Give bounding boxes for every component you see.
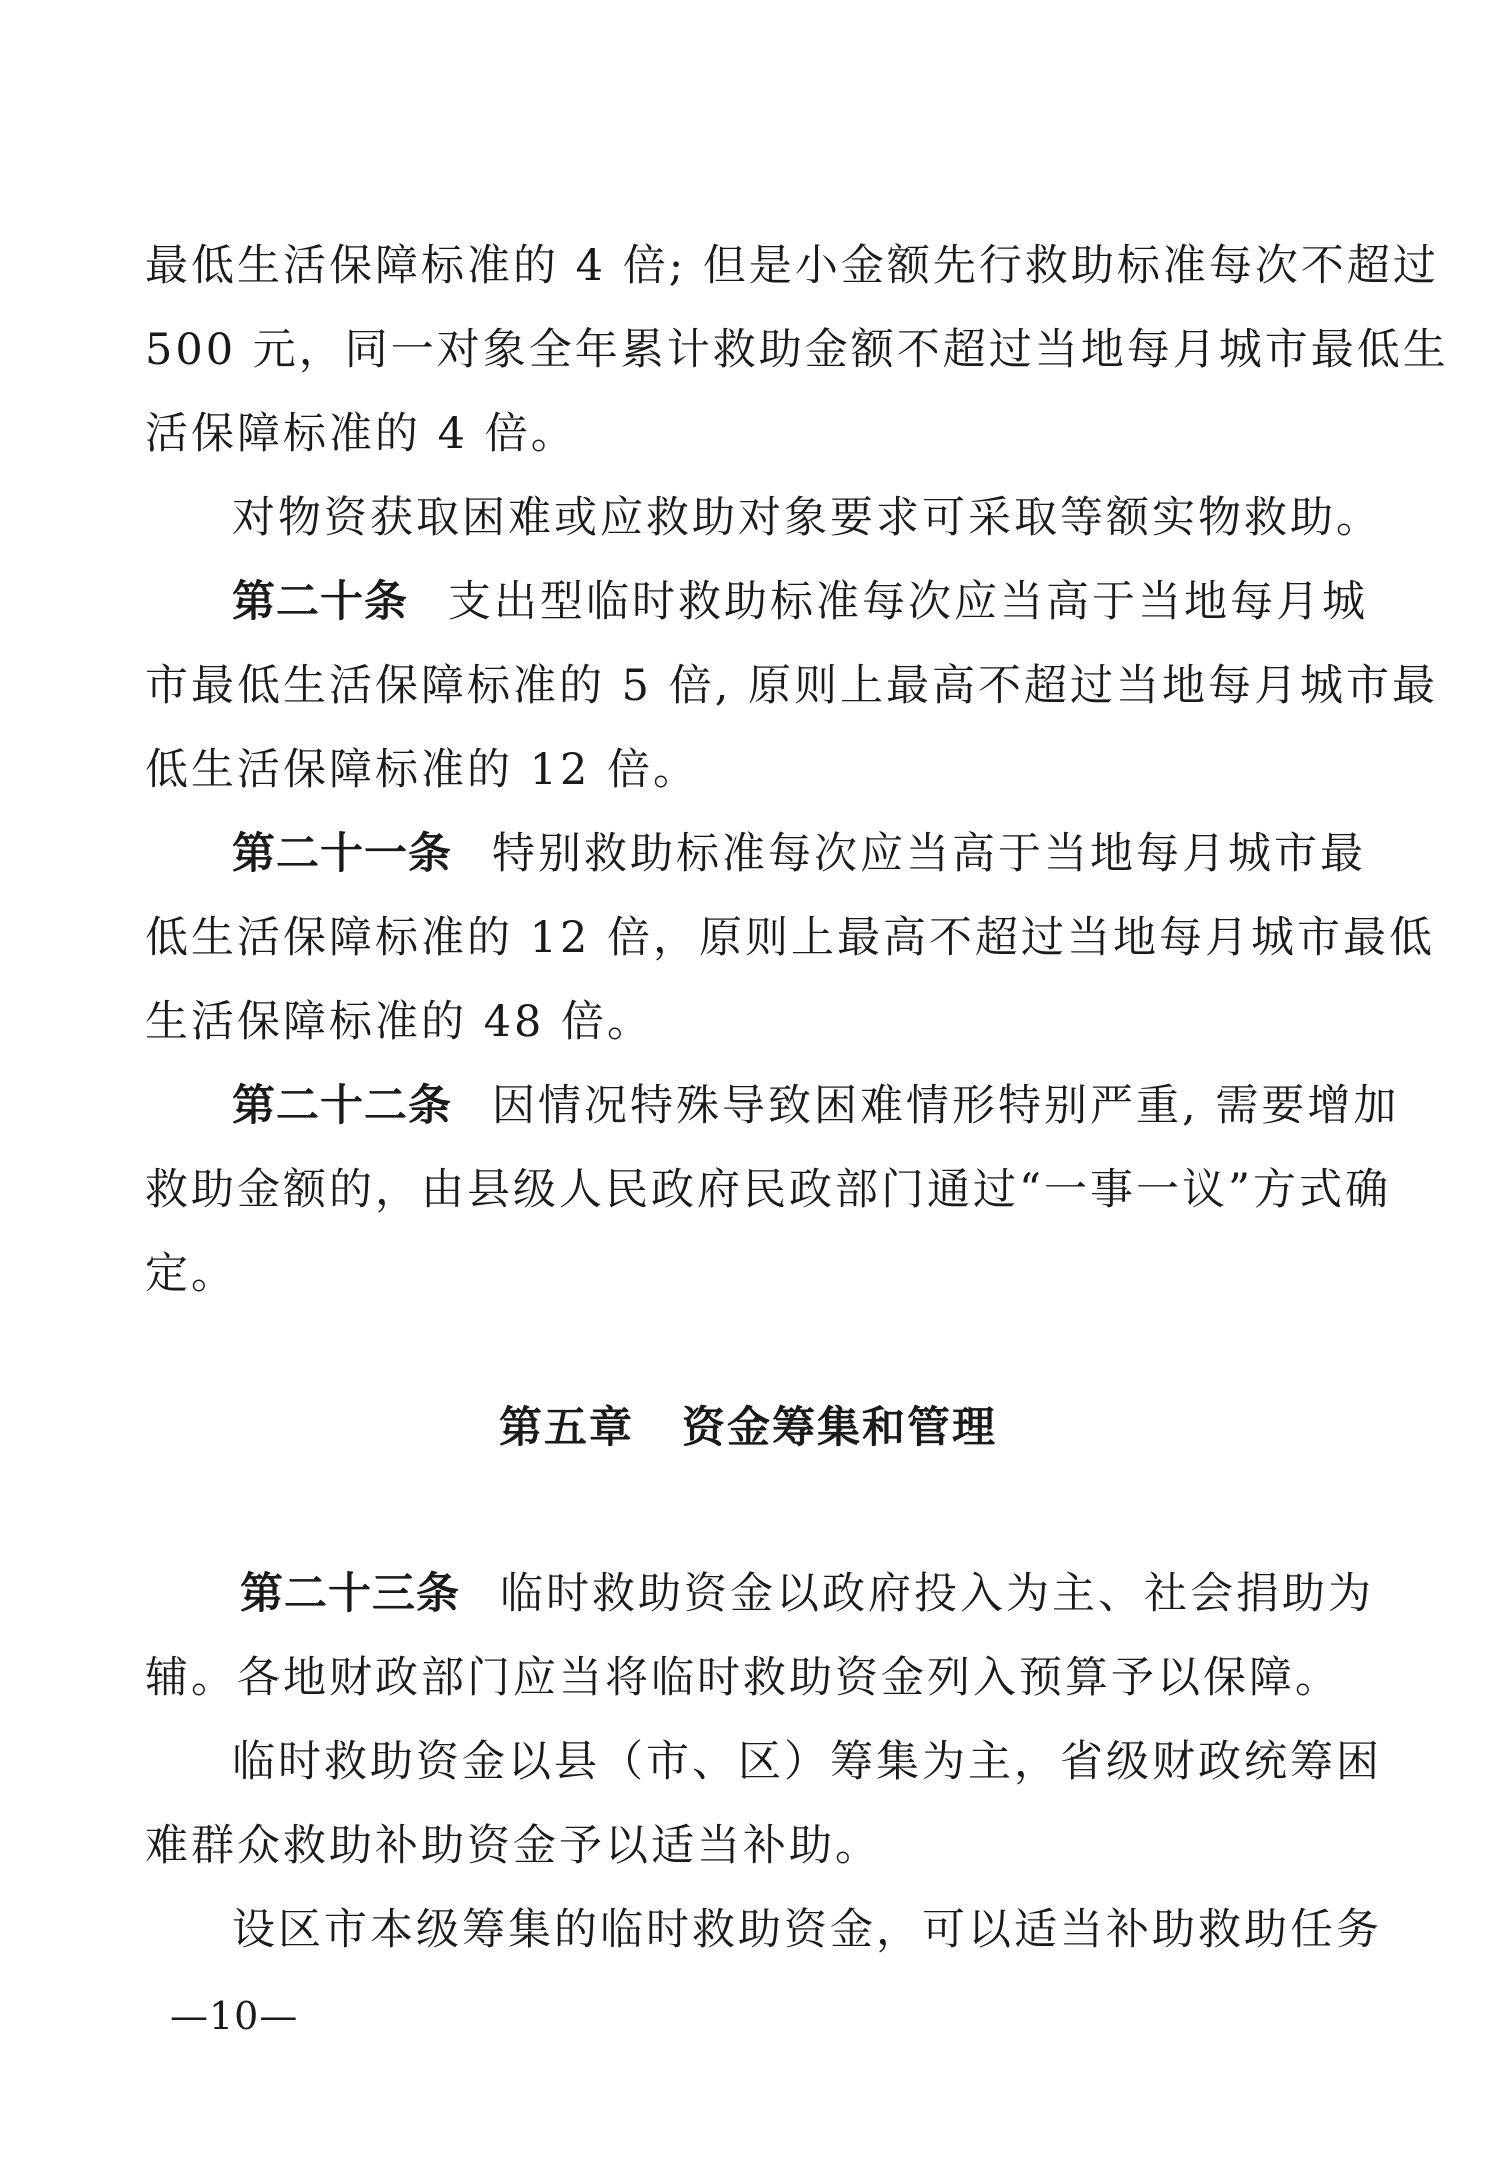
article-number: 第二十三条 <box>240 1569 460 1619</box>
line-text: 市最低生活保障标准的 5 倍, 原则上最高不超过当地每月城市最 <box>145 661 1439 711</box>
line-text: 最低生活保障标准的 4 倍; 但是小金额先行救助标准每次不超过 <box>145 241 1439 291</box>
text-line <box>145 991 1360 1053</box>
line-text: 支出型临时救助标准每次应当高于当地每月城 <box>448 577 1368 627</box>
line-text: 对物资获取困难或应救助对象要求可采取等额实物救助。 <box>232 493 1382 543</box>
article-23-first-line <box>240 1563 1374 1625</box>
text-line <box>145 235 1439 297</box>
article-number: 第二十二条 <box>232 1081 452 1131</box>
chapter-heading <box>0 1397 1496 1459</box>
line-text: 难群众救助补助资金予以适当补助。 <box>145 1821 881 1871</box>
text-line <box>145 319 1449 381</box>
line-text: 低生活保障标准的 12 倍。 <box>145 745 700 795</box>
text-line <box>145 1815 1360 1877</box>
line-text: 500 元，同一对象全年累计救助金额不超过当地每月城市最低生 <box>145 325 1449 375</box>
text-line <box>232 1731 1382 1793</box>
article-number: 第二十一条 <box>232 829 452 879</box>
article-22-first-line <box>232 1075 1400 1137</box>
line-text: 救助金额的，由县级人民政府民政部门通过“一事一议”方式确 <box>145 1165 1391 1215</box>
text-line <box>145 1243 1360 1305</box>
text-line <box>145 403 1360 465</box>
line-text: 低生活保障标准的 12 倍，原则上最高不超过当地每月城市最低 <box>145 913 1436 963</box>
line-text: 辅。各地财政部门应当将临时救助资金列入预算予以保障。 <box>145 1653 1341 1703</box>
line-text: 因情况特殊导致困难情形特别严重, 需要增加 <box>492 1081 1400 1131</box>
text-line <box>232 1899 1382 1961</box>
line-text: 活保障标准的 4 倍。 <box>145 409 577 459</box>
line-text: 设区市本级筹集的临时救助资金，可以适当补助救助任务 <box>232 1905 1382 1955</box>
line-text: 临时救助资金以县（市、区）筹集为主，省级财政统筹困 <box>232 1737 1382 1787</box>
article-20-first-line <box>232 571 1368 633</box>
text-line <box>145 1647 1360 1709</box>
chapter-number: 第五章 <box>499 1403 634 1453</box>
text-line <box>145 907 1436 969</box>
text-line <box>232 487 1382 549</box>
article-21-first-line <box>232 823 1366 885</box>
text-line <box>145 739 1360 801</box>
chapter-title: 资金筹集和管理 <box>682 1403 997 1453</box>
article-number: 第二十条 <box>232 577 408 627</box>
line-text: 临时救助资金以政府投入为主、社会捐助为 <box>500 1569 1374 1619</box>
line-text: 特别救助标准每次应当高于当地每月城市最 <box>492 829 1366 879</box>
text-line <box>145 1159 1391 1221</box>
page-number: —10— <box>170 1994 299 2038</box>
text-line <box>145 655 1439 717</box>
line-text: 生活保障标准的 48 倍。 <box>145 997 654 1047</box>
line-text: 定。 <box>145 1249 237 1299</box>
